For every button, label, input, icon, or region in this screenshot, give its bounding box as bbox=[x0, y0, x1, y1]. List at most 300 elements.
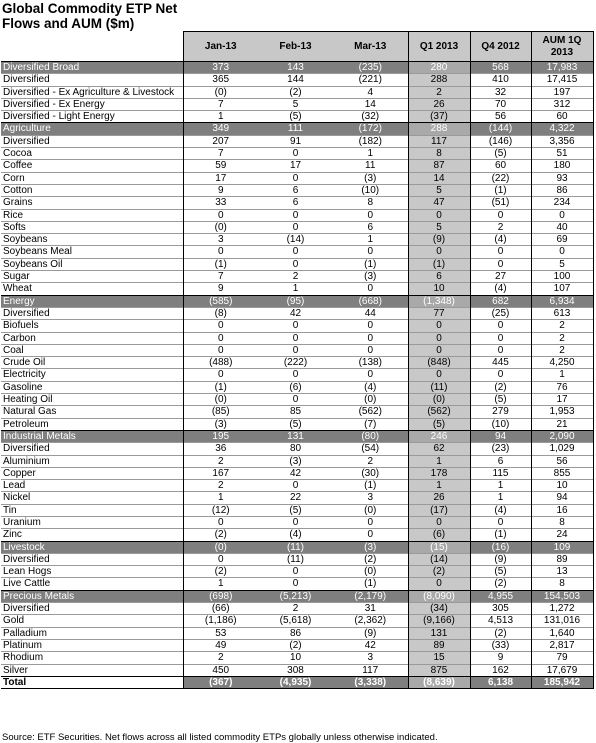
cell-q1-2013: 0 bbox=[408, 332, 470, 344]
cell-jan-13: 49 bbox=[183, 639, 258, 651]
row-label: Diversified - Ex Energy bbox=[1, 98, 183, 110]
cell-mar-13: 14 bbox=[333, 98, 408, 110]
cell-jan-13: (2) bbox=[183, 566, 258, 578]
row-label: Diversified bbox=[1, 553, 183, 565]
cell-q1-2013: 1 bbox=[408, 480, 470, 492]
row-label: Wheat bbox=[1, 283, 183, 295]
row-label: Zinc bbox=[1, 529, 183, 541]
cell-aum-1q-2013: 17,983 bbox=[531, 62, 593, 74]
cell-feb-13: (5) bbox=[258, 504, 333, 516]
cell-q4-2012: (51) bbox=[470, 197, 531, 209]
cell-q4-2012: 0 bbox=[470, 332, 531, 344]
cell-mar-13: (54) bbox=[333, 443, 408, 455]
cell-aum-1q-2013: 17 bbox=[531, 394, 593, 406]
cell-q1-2013: (15) bbox=[408, 541, 470, 553]
cell-q4-2012: (33) bbox=[470, 639, 531, 651]
header-aum-1q-2013 bbox=[531, 32, 593, 62]
table-row bbox=[1, 615, 593, 627]
cell-aum-1q-2013: 17,415 bbox=[531, 74, 593, 86]
category-row bbox=[1, 430, 593, 442]
cell-q4-2012: 1 bbox=[470, 480, 531, 492]
cell-mar-13: (172) bbox=[333, 123, 408, 135]
cell-q4-2012: (1) bbox=[470, 184, 531, 196]
cell-jan-13: (0) bbox=[183, 394, 258, 406]
cell-mar-13: (10) bbox=[333, 184, 408, 196]
cell-q1-2013: (9,166) bbox=[408, 615, 470, 627]
cell-mar-13: 117 bbox=[333, 664, 408, 676]
cell-mar-13: 3 bbox=[333, 492, 408, 504]
cell-q4-2012: 0 bbox=[470, 246, 531, 258]
cell-mar-13: (2,179) bbox=[333, 590, 408, 602]
table-row bbox=[1, 197, 593, 209]
cell-mar-13: (0) bbox=[333, 504, 408, 516]
cell-jan-13: 373 bbox=[183, 62, 258, 74]
category-row bbox=[1, 295, 593, 307]
cell-mar-13: (9) bbox=[333, 627, 408, 639]
cell-q4-2012: 6 bbox=[470, 455, 531, 467]
row-label: Uranium bbox=[1, 516, 183, 528]
table-body bbox=[1, 62, 593, 689]
row-label: Rhodium bbox=[1, 652, 183, 664]
cell-jan-13: 53 bbox=[183, 627, 258, 639]
table-row bbox=[1, 652, 593, 664]
cell-q1-2013: 0 bbox=[408, 369, 470, 381]
cell-aum-1q-2013: 197 bbox=[531, 86, 593, 98]
table-row bbox=[1, 578, 593, 590]
header-q1-2013: Q1 2013 bbox=[408, 32, 470, 62]
row-label: Diversified bbox=[1, 307, 183, 319]
cell-mar-13: (3) bbox=[333, 172, 408, 184]
cell-q4-2012: 279 bbox=[470, 406, 531, 418]
header-blank bbox=[1, 32, 183, 62]
cell-aum-1q-2013: 0 bbox=[531, 209, 593, 221]
row-label: Diversified Broad bbox=[1, 62, 183, 74]
cell-q1-2013: 1 bbox=[408, 455, 470, 467]
cell-feb-13: (2) bbox=[258, 86, 333, 98]
cell-q4-2012: 682 bbox=[470, 295, 531, 307]
cell-aum-1q-2013: 185,942 bbox=[531, 676, 593, 688]
cell-jan-13: (585) bbox=[183, 295, 258, 307]
cell-jan-13: 0 bbox=[183, 320, 258, 332]
cell-feb-13: 1 bbox=[258, 283, 333, 295]
cell-q1-2013: 0 bbox=[408, 344, 470, 356]
cell-feb-13: 42 bbox=[258, 467, 333, 479]
title-line-2: Flows and AUM ($m) bbox=[2, 16, 135, 31]
cell-feb-13: 0 bbox=[258, 246, 333, 258]
cell-jan-13: 59 bbox=[183, 160, 258, 172]
cell-aum-1q-2013: 2,817 bbox=[531, 639, 593, 651]
cell-jan-13: 2 bbox=[183, 652, 258, 664]
row-label: Precious Metals bbox=[1, 590, 183, 602]
cell-q1-2013: (1,348) bbox=[408, 295, 470, 307]
cell-mar-13: 44 bbox=[333, 307, 408, 319]
cell-jan-13: (2) bbox=[183, 529, 258, 541]
cell-mar-13: 6 bbox=[333, 221, 408, 233]
cell-jan-13: 1 bbox=[183, 492, 258, 504]
cell-mar-13: 0 bbox=[333, 516, 408, 528]
cell-mar-13: 4 bbox=[333, 86, 408, 98]
cell-aum-1q-2013: 86 bbox=[531, 184, 593, 196]
cell-feb-13: (5) bbox=[258, 418, 333, 430]
row-label: Diversified bbox=[1, 74, 183, 86]
row-label: Diversified - Light Energy bbox=[1, 111, 183, 123]
cell-jan-13: 0 bbox=[183, 344, 258, 356]
cell-feb-13: 6 bbox=[258, 197, 333, 209]
cell-q1-2013: (2) bbox=[408, 566, 470, 578]
cell-q4-2012: (4) bbox=[470, 504, 531, 516]
row-label: Petroleum bbox=[1, 418, 183, 430]
cell-feb-13: (5,618) bbox=[258, 615, 333, 627]
cell-q4-2012: 1 bbox=[470, 492, 531, 504]
cell-feb-13: 0 bbox=[258, 148, 333, 160]
table-row bbox=[1, 394, 593, 406]
table-row bbox=[1, 148, 593, 160]
cell-q4-2012: (25) bbox=[470, 307, 531, 319]
category-row bbox=[1, 123, 593, 135]
cell-jan-13: (85) bbox=[183, 406, 258, 418]
cell-aum-1q-2013: 1,640 bbox=[531, 627, 593, 639]
cell-feb-13: 143 bbox=[258, 62, 333, 74]
cell-aum-1q-2013: 1,029 bbox=[531, 443, 593, 455]
cell-jan-13: 1 bbox=[183, 578, 258, 590]
table-row bbox=[1, 504, 593, 516]
cell-aum-1q-2013: 17,679 bbox=[531, 664, 593, 676]
cell-feb-13: 0 bbox=[258, 394, 333, 406]
cell-q1-2013: 5 bbox=[408, 221, 470, 233]
cell-feb-13: 2 bbox=[258, 271, 333, 283]
cell-jan-13: 3 bbox=[183, 234, 258, 246]
table-row bbox=[1, 271, 593, 283]
cell-mar-13: 3 bbox=[333, 652, 408, 664]
cell-q4-2012: (5) bbox=[470, 394, 531, 406]
header-q4-2012: Q4 2012 bbox=[470, 32, 531, 62]
row-label: Softs bbox=[1, 221, 183, 233]
cell-q4-2012: (5) bbox=[470, 566, 531, 578]
cell-q1-2013: (34) bbox=[408, 603, 470, 615]
cell-mar-13: 11 bbox=[333, 160, 408, 172]
table-row bbox=[1, 283, 593, 295]
cell-jan-13: (1,186) bbox=[183, 615, 258, 627]
cell-mar-13: (668) bbox=[333, 295, 408, 307]
cell-jan-13: 195 bbox=[183, 430, 258, 442]
cell-jan-13: 36 bbox=[183, 443, 258, 455]
cell-feb-13: 0 bbox=[258, 578, 333, 590]
cell-mar-13: 0 bbox=[333, 246, 408, 258]
cell-jan-13: (1) bbox=[183, 381, 258, 393]
cell-jan-13: 1 bbox=[183, 111, 258, 123]
cell-aum-1q-2013: 6,934 bbox=[531, 295, 593, 307]
cell-jan-13: 7 bbox=[183, 98, 258, 110]
cell-mar-13: (2,362) bbox=[333, 615, 408, 627]
table-row bbox=[1, 86, 593, 98]
row-label: Palladium bbox=[1, 627, 183, 639]
cell-aum-1q-2013: 13 bbox=[531, 566, 593, 578]
table-row bbox=[1, 172, 593, 184]
cell-jan-13: (12) bbox=[183, 504, 258, 516]
cell-q4-2012: (9) bbox=[470, 553, 531, 565]
cell-aum-1q-2013: 69 bbox=[531, 234, 593, 246]
row-label: Biofuels bbox=[1, 320, 183, 332]
row-label: Rice bbox=[1, 209, 183, 221]
cell-feb-13: 0 bbox=[258, 480, 333, 492]
cell-feb-13: 42 bbox=[258, 307, 333, 319]
cell-aum-1q-2013: 0 bbox=[531, 246, 593, 258]
cell-q4-2012: 27 bbox=[470, 271, 531, 283]
cell-feb-13: 0 bbox=[258, 258, 333, 270]
table-row bbox=[1, 566, 593, 578]
cell-q1-2013: (5) bbox=[408, 418, 470, 430]
cell-aum-1q-2013: 24 bbox=[531, 529, 593, 541]
cell-jan-13: (698) bbox=[183, 590, 258, 602]
row-label: Lead bbox=[1, 480, 183, 492]
cell-q4-2012: 0 bbox=[470, 344, 531, 356]
cell-jan-13: (1) bbox=[183, 258, 258, 270]
cell-q1-2013: 47 bbox=[408, 197, 470, 209]
cell-q1-2013: 178 bbox=[408, 467, 470, 479]
cell-aum-1q-2013: 1,272 bbox=[531, 603, 593, 615]
cell-feb-13: (14) bbox=[258, 234, 333, 246]
table-row bbox=[1, 627, 593, 639]
cell-q4-2012: (22) bbox=[470, 172, 531, 184]
row-label: Total bbox=[1, 676, 183, 688]
table-row bbox=[1, 357, 593, 369]
cell-jan-13: (0) bbox=[183, 541, 258, 553]
row-label: Energy bbox=[1, 295, 183, 307]
cell-q4-2012: 4,955 bbox=[470, 590, 531, 602]
table-row bbox=[1, 320, 593, 332]
cell-q4-2012: (2) bbox=[470, 578, 531, 590]
cell-feb-13: 131 bbox=[258, 430, 333, 442]
cell-mar-13: (1) bbox=[333, 258, 408, 270]
cell-aum-1q-2013: 100 bbox=[531, 271, 593, 283]
cell-q4-2012: (16) bbox=[470, 541, 531, 553]
cell-q1-2013: (37) bbox=[408, 111, 470, 123]
cell-q4-2012: 162 bbox=[470, 664, 531, 676]
cell-q1-2013: 117 bbox=[408, 135, 470, 147]
row-label: Gold bbox=[1, 615, 183, 627]
cell-feb-13: 80 bbox=[258, 443, 333, 455]
cell-feb-13: 2 bbox=[258, 603, 333, 615]
row-label: Natural Gas bbox=[1, 406, 183, 418]
row-label: Silver bbox=[1, 664, 183, 676]
cell-aum-1q-2013: 180 bbox=[531, 160, 593, 172]
cell-jan-13: 0 bbox=[183, 516, 258, 528]
cell-aum-1q-2013: 1 bbox=[531, 369, 593, 381]
cell-q1-2013: (8,090) bbox=[408, 590, 470, 602]
cell-feb-13: 22 bbox=[258, 492, 333, 504]
cell-q4-2012: 4,513 bbox=[470, 615, 531, 627]
cell-q1-2013: 0 bbox=[408, 209, 470, 221]
table-row bbox=[1, 98, 593, 110]
cell-aum-1q-2013: 2 bbox=[531, 320, 593, 332]
cell-mar-13: (562) bbox=[333, 406, 408, 418]
cell-aum-1q-2013: 94 bbox=[531, 492, 593, 504]
cell-aum-1q-2013: 109 bbox=[531, 541, 593, 553]
cell-q4-2012: 410 bbox=[470, 74, 531, 86]
cell-q4-2012: 305 bbox=[470, 603, 531, 615]
cell-q1-2013: (8,639) bbox=[408, 676, 470, 688]
cell-q4-2012: (10) bbox=[470, 418, 531, 430]
table-row bbox=[1, 74, 593, 86]
cell-aum-1q-2013: 613 bbox=[531, 307, 593, 319]
table-row bbox=[1, 664, 593, 676]
cell-jan-13: 0 bbox=[183, 246, 258, 258]
cell-q4-2012: 0 bbox=[470, 516, 531, 528]
cell-q1-2013: 89 bbox=[408, 639, 470, 651]
cell-q1-2013: (6) bbox=[408, 529, 470, 541]
cell-aum-1q-2013: 855 bbox=[531, 467, 593, 479]
row-label: Corn bbox=[1, 172, 183, 184]
row-label: Diversified bbox=[1, 135, 183, 147]
cell-feb-13: 0 bbox=[258, 566, 333, 578]
cell-q4-2012: 94 bbox=[470, 430, 531, 442]
cell-jan-13: 9 bbox=[183, 184, 258, 196]
cell-feb-13: (2) bbox=[258, 639, 333, 651]
cell-mar-13: 0 bbox=[333, 369, 408, 381]
cell-feb-13: (4,935) bbox=[258, 676, 333, 688]
cell-q4-2012: 0 bbox=[470, 369, 531, 381]
row-label: Sugar bbox=[1, 271, 183, 283]
cell-q1-2013: 62 bbox=[408, 443, 470, 455]
cell-feb-13: (11) bbox=[258, 541, 333, 553]
table-row bbox=[1, 639, 593, 651]
commodity-etp-table bbox=[1, 31, 594, 689]
cell-feb-13: 5 bbox=[258, 98, 333, 110]
cell-mar-13: 0 bbox=[333, 344, 408, 356]
cell-feb-13: 0 bbox=[258, 344, 333, 356]
cell-q4-2012: 0 bbox=[470, 320, 531, 332]
cell-feb-13: 0 bbox=[258, 369, 333, 381]
cell-q4-2012: 6,138 bbox=[470, 676, 531, 688]
row-label: Aluminium bbox=[1, 455, 183, 467]
row-label: Gasoline bbox=[1, 381, 183, 393]
header-feb-13: Feb-13 bbox=[258, 32, 333, 62]
cell-jan-13: 2 bbox=[183, 480, 258, 492]
cell-jan-13: 33 bbox=[183, 197, 258, 209]
cell-feb-13: 0 bbox=[258, 209, 333, 221]
cell-q1-2013: 6 bbox=[408, 271, 470, 283]
cell-q1-2013: (848) bbox=[408, 357, 470, 369]
row-label: Soybeans Oil bbox=[1, 258, 183, 270]
cell-q1-2013: 0 bbox=[408, 516, 470, 528]
cell-mar-13: 0 bbox=[333, 332, 408, 344]
row-label: Cocoa bbox=[1, 148, 183, 160]
cell-q1-2013: 10 bbox=[408, 283, 470, 295]
cell-jan-13: 0 bbox=[183, 369, 258, 381]
cell-feb-13: 0 bbox=[258, 172, 333, 184]
row-label: Heating Oil bbox=[1, 394, 183, 406]
cell-q1-2013: 77 bbox=[408, 307, 470, 319]
row-label: Live Cattle bbox=[1, 578, 183, 590]
cell-feb-13: 85 bbox=[258, 406, 333, 418]
table-row bbox=[1, 246, 593, 258]
row-label: Lean Hogs bbox=[1, 566, 183, 578]
cell-q1-2013: 14 bbox=[408, 172, 470, 184]
cell-q1-2013: 15 bbox=[408, 652, 470, 664]
cell-mar-13: 0 bbox=[333, 320, 408, 332]
row-label: Soybeans bbox=[1, 234, 183, 246]
cell-feb-13: 144 bbox=[258, 74, 333, 86]
title-line-1: Global Commodity ETP Net bbox=[2, 1, 178, 16]
table-row bbox=[1, 418, 593, 430]
cell-feb-13: 10 bbox=[258, 652, 333, 664]
table-row bbox=[1, 369, 593, 381]
cell-q1-2013: (14) bbox=[408, 553, 470, 565]
cell-feb-13: (95) bbox=[258, 295, 333, 307]
cell-aum-1q-2013: 154,503 bbox=[531, 590, 593, 602]
cell-feb-13: 0 bbox=[258, 332, 333, 344]
cell-jan-13: 349 bbox=[183, 123, 258, 135]
table-row bbox=[1, 455, 593, 467]
cell-q1-2013: 280 bbox=[408, 62, 470, 74]
row-label: Agriculture bbox=[1, 123, 183, 135]
cell-q1-2013: 0 bbox=[408, 578, 470, 590]
cell-aum-1q-2013: 60 bbox=[531, 111, 593, 123]
table-row bbox=[1, 184, 593, 196]
cell-mar-13: 0 bbox=[333, 283, 408, 295]
table-row bbox=[1, 135, 593, 147]
cell-mar-13: 42 bbox=[333, 639, 408, 651]
page-title bbox=[2, 1, 262, 31]
cell-jan-13: 450 bbox=[183, 664, 258, 676]
table-row bbox=[1, 492, 593, 504]
table-row bbox=[1, 529, 593, 541]
cell-aum-1q-2013: 2,090 bbox=[531, 430, 593, 442]
cell-jan-13: (0) bbox=[183, 221, 258, 233]
cell-q4-2012: (144) bbox=[470, 123, 531, 135]
cell-jan-13: (0) bbox=[183, 86, 258, 98]
table-row bbox=[1, 209, 593, 221]
cell-mar-13: 8 bbox=[333, 197, 408, 209]
cell-q4-2012: (1) bbox=[470, 529, 531, 541]
cell-feb-13: 0 bbox=[258, 320, 333, 332]
row-label: Livestock bbox=[1, 541, 183, 553]
cell-q1-2013: 5 bbox=[408, 184, 470, 196]
cell-jan-13: 7 bbox=[183, 271, 258, 283]
cell-q1-2013: 0 bbox=[408, 246, 470, 258]
cell-q4-2012: (146) bbox=[470, 135, 531, 147]
cell-mar-13: 2 bbox=[333, 455, 408, 467]
cell-mar-13: (235) bbox=[333, 62, 408, 74]
cell-aum-1q-2013: 21 bbox=[531, 418, 593, 430]
cell-aum-1q-2013: 4,322 bbox=[531, 123, 593, 135]
row-label: Grains bbox=[1, 197, 183, 209]
cell-q4-2012: (5) bbox=[470, 148, 531, 160]
category-row bbox=[1, 62, 593, 74]
cell-mar-13: (4) bbox=[333, 381, 408, 393]
cell-mar-13: (1) bbox=[333, 480, 408, 492]
cell-aum-1q-2013: 2 bbox=[531, 344, 593, 356]
cell-q1-2013: 87 bbox=[408, 160, 470, 172]
table-row bbox=[1, 111, 593, 123]
cell-aum-1q-2013: 2 bbox=[531, 332, 593, 344]
cell-mar-13: (138) bbox=[333, 357, 408, 369]
cell-mar-13: (2) bbox=[333, 553, 408, 565]
cell-mar-13: 1 bbox=[333, 148, 408, 160]
cell-q1-2013: 8 bbox=[408, 148, 470, 160]
row-label: Industrial Metals bbox=[1, 430, 183, 442]
cell-aum-1q-2013: 89 bbox=[531, 553, 593, 565]
cell-mar-13: (3,338) bbox=[333, 676, 408, 688]
cell-jan-13: (488) bbox=[183, 357, 258, 369]
table-row bbox=[1, 553, 593, 565]
row-label: Copper bbox=[1, 467, 183, 479]
row-label: Crude Oil bbox=[1, 357, 183, 369]
cell-mar-13: (7) bbox=[333, 418, 408, 430]
cell-q1-2013: 0 bbox=[408, 320, 470, 332]
cell-aum-1q-2013: 234 bbox=[531, 197, 593, 209]
cell-jan-13: (3) bbox=[183, 418, 258, 430]
